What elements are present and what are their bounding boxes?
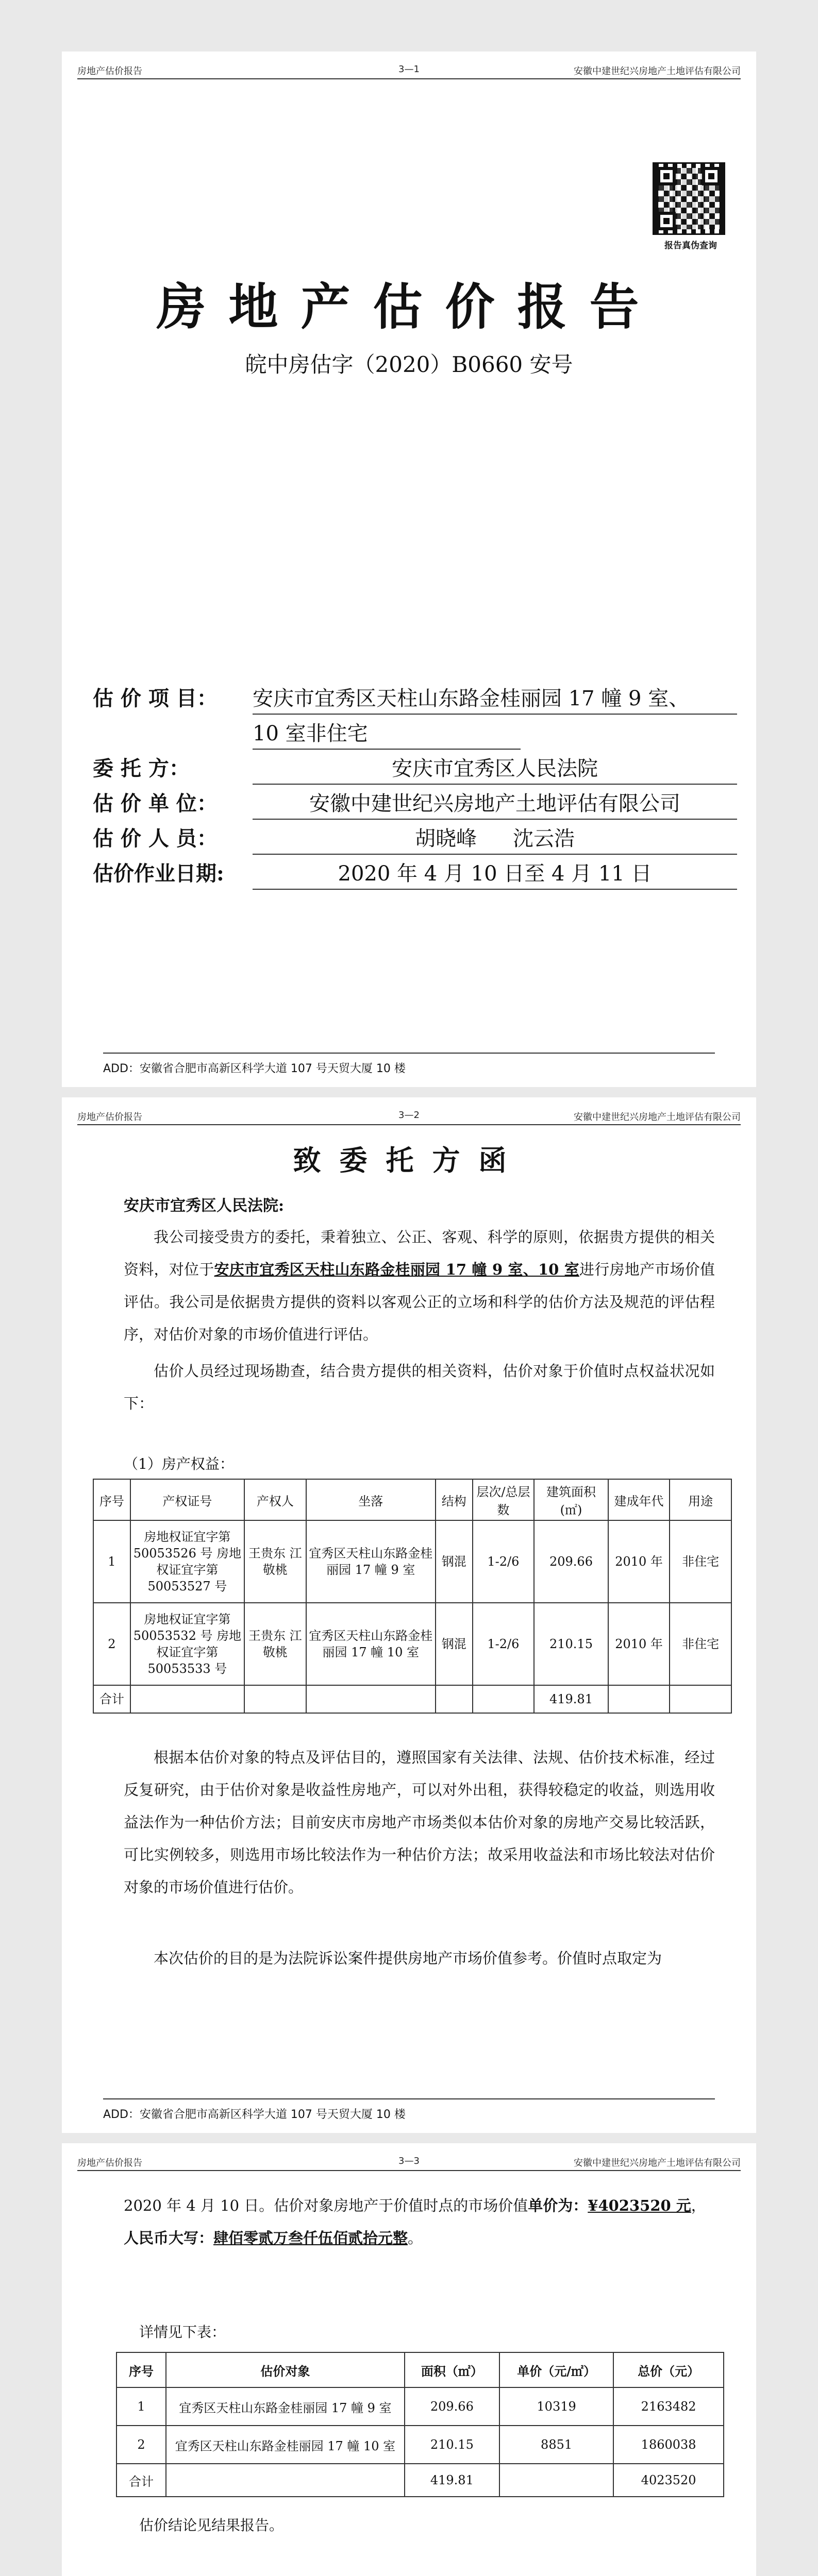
price-value: ¥4023520 元 [588,2197,691,2214]
project-value-2: 10 室非住宅 [253,717,521,750]
table-header-row: 序号 估价对象 面积（㎡） 单价（元/㎡） 总价（元） [116,2352,724,2387]
details-label: 详情见下表： [139,2324,226,2341]
header-page-number: 3—1 [398,64,420,75]
document-number: 皖中房估字（2020）B0660 安号 [245,352,573,377]
subheading-property-rights: （1）房产权益： [124,1455,234,1472]
rmb-value: 肆佰零贰万叁仟伍佰贰拾元整 [213,2229,408,2247]
table-row: 1 房地权证宜字第 50053526 号 房地权证宜字第 50053527 号 王贵东 江敬桃 宜秀区天柱山东路金桂丽园 17 幢 9 室 钢混 1-2/6 209.66 2010 年 非住宅 [93,1520,731,1603]
unit-value: 安徽中建世纪兴房地产土地评估有限公司 [253,787,737,820]
table-row: 2 宜秀区天柱山东路金桂丽园 17 幢 10 室 210.15 8851 1860038 [116,2426,724,2464]
page-header: 房地产估价报告 3—3 安徽中建世纪兴房地产土地评估有限公司 [77,2153,741,2171]
client-value: 安庆市宜秀区人民法院 [253,752,737,785]
appraiser-2: 沈云浩 [513,827,575,851]
page-header [77,61,741,79]
addressee: 安庆市宜秀区人民法院: [124,1197,285,1215]
page-footer: ADD：安徽省合肥市高新区科学大道 107 号天贸大厦 10 楼 [103,1053,715,1076]
table-row: 1 宜秀区天柱山东路金桂丽园 17 幢 9 室 209.66 10319 2163482 [116,2387,724,2426]
page-header: 房地产估价报告 3—2 安徽中建世纪兴房地产土地评估有限公司 [77,1107,741,1125]
cover-page [62,52,756,1087]
letter-title: 致委托方函 [293,1144,525,1177]
result-paragraph: 2020 年 4 月 10 日。估价对象房地产于价值时点的市场价值单价为：¥4023520 元， 人民币大写：肆佰零贰万叁仟伍佰贰拾元整。 [124,2197,706,2247]
valuation-table [116,2352,724,2497]
table-header-row: 序号 产权证号 产权人 坐落 结构 层次/总层数 建筑面积(㎡) 建成年代 用途 [93,1479,731,1520]
field-appraiser-unit: 估 价 单 位： 安徽中建世纪兴房地产土地评估有限公司 [93,785,737,817]
table-row: 2 房地权证宜字第 50053532 号 房地权证宜字第 50053533 号 王贵东 江敬桃 宜秀区天柱山东路金桂丽园 17 幢 10 室 钢混 1-2/6 210.15 2010 年 非住宅 [93,1603,731,1685]
table-total-row: 合计 419.81 4023520 [116,2464,724,2497]
letter-paragraph-1: 我公司接受贵方的委托，秉着独立、公正、客观、科学的原则，依据贵方提供的相关资料，对位于安庆市宜秀区天柱山东路金桂丽园 17 幢 9 室、10 室进行房地产市场价值评估。我公司是依据贵方提供的资料以客观公正的立场和科学的估价方法及规范的评估程序，对估价对象的市场价值进行评估。 [124,1228,715,1343]
cover-info [93,680,737,890]
header-left: 房地产估价报告 [77,66,142,77]
header-page-number: 3—3 [398,2156,420,2166]
qr-code[interactable] [653,162,725,235]
page-footer: ADD：安徽省合肥市高新区科学大道 107 号天贸大厦 10 楼 [103,2098,715,2122]
report-title: 房地产估价报告 [156,278,662,336]
header-right: 安徽中建世纪兴房地产土地评估有限公司 [574,66,741,77]
field-client: 委 托 方： 安庆市宜秀区人民法院 [93,750,737,782]
qr-caption: 报告真伪查询 [664,241,717,251]
letter-paragraph-3: 根据本估价对象的特点及评估目的，遵照国家有关法律、法规、估价技术标准，经过反复研究，由于估价对象是收益性房地产，可以对外出租，获得较稳定的收益，则选用收益法作为一种估价方法；目前安庆市房地产市场类似本估价对象的房地产交易比较活跃，可比实例较多，则选用市场比较法作为一种估价方法；故采用收益法和市场比较法对估价对象的市场价值进行估价。 [124,1749,715,1896]
date-value: 2020 年 4 月 10 日至 4 月 11 日 [253,857,737,890]
field-date: 估价作业日期: 2020 年 4 月 10 日至 4 月 11 日 [93,855,737,887]
project-value-1: 安庆市宜秀区天柱山东路金桂丽园 17 幢 9 室、 [253,682,737,715]
letter-paragraph-2: 估价人员经过现场勘查，结合贵方提供的相关资料，估价对象于价值时点权益状况如下： [124,1362,715,1412]
appraiser-1: 胡晓峰 [415,827,477,851]
letter-page [62,1097,756,2133]
property-table [93,1479,732,1714]
letter-paragraph-4: 本次估价的目的是为法院诉讼案件提供房地产市场价值参考。价值时点取定为 [154,1950,662,1967]
result-page [62,2143,756,2576]
field-appraisers: 估 价 人 员： 胡晓峰 沈云浩 [93,820,737,852]
field-project: 估 价 项 目： 安庆市宜秀区天柱山东路金桂丽园 17 幢 9 室、 [93,680,737,712]
conclusion-note: 估价结论见结果报告。 [139,2517,284,2534]
table-total-row: 合计 419.81 [93,1685,731,1713]
header-page-number: 3—2 [398,1110,420,1121]
